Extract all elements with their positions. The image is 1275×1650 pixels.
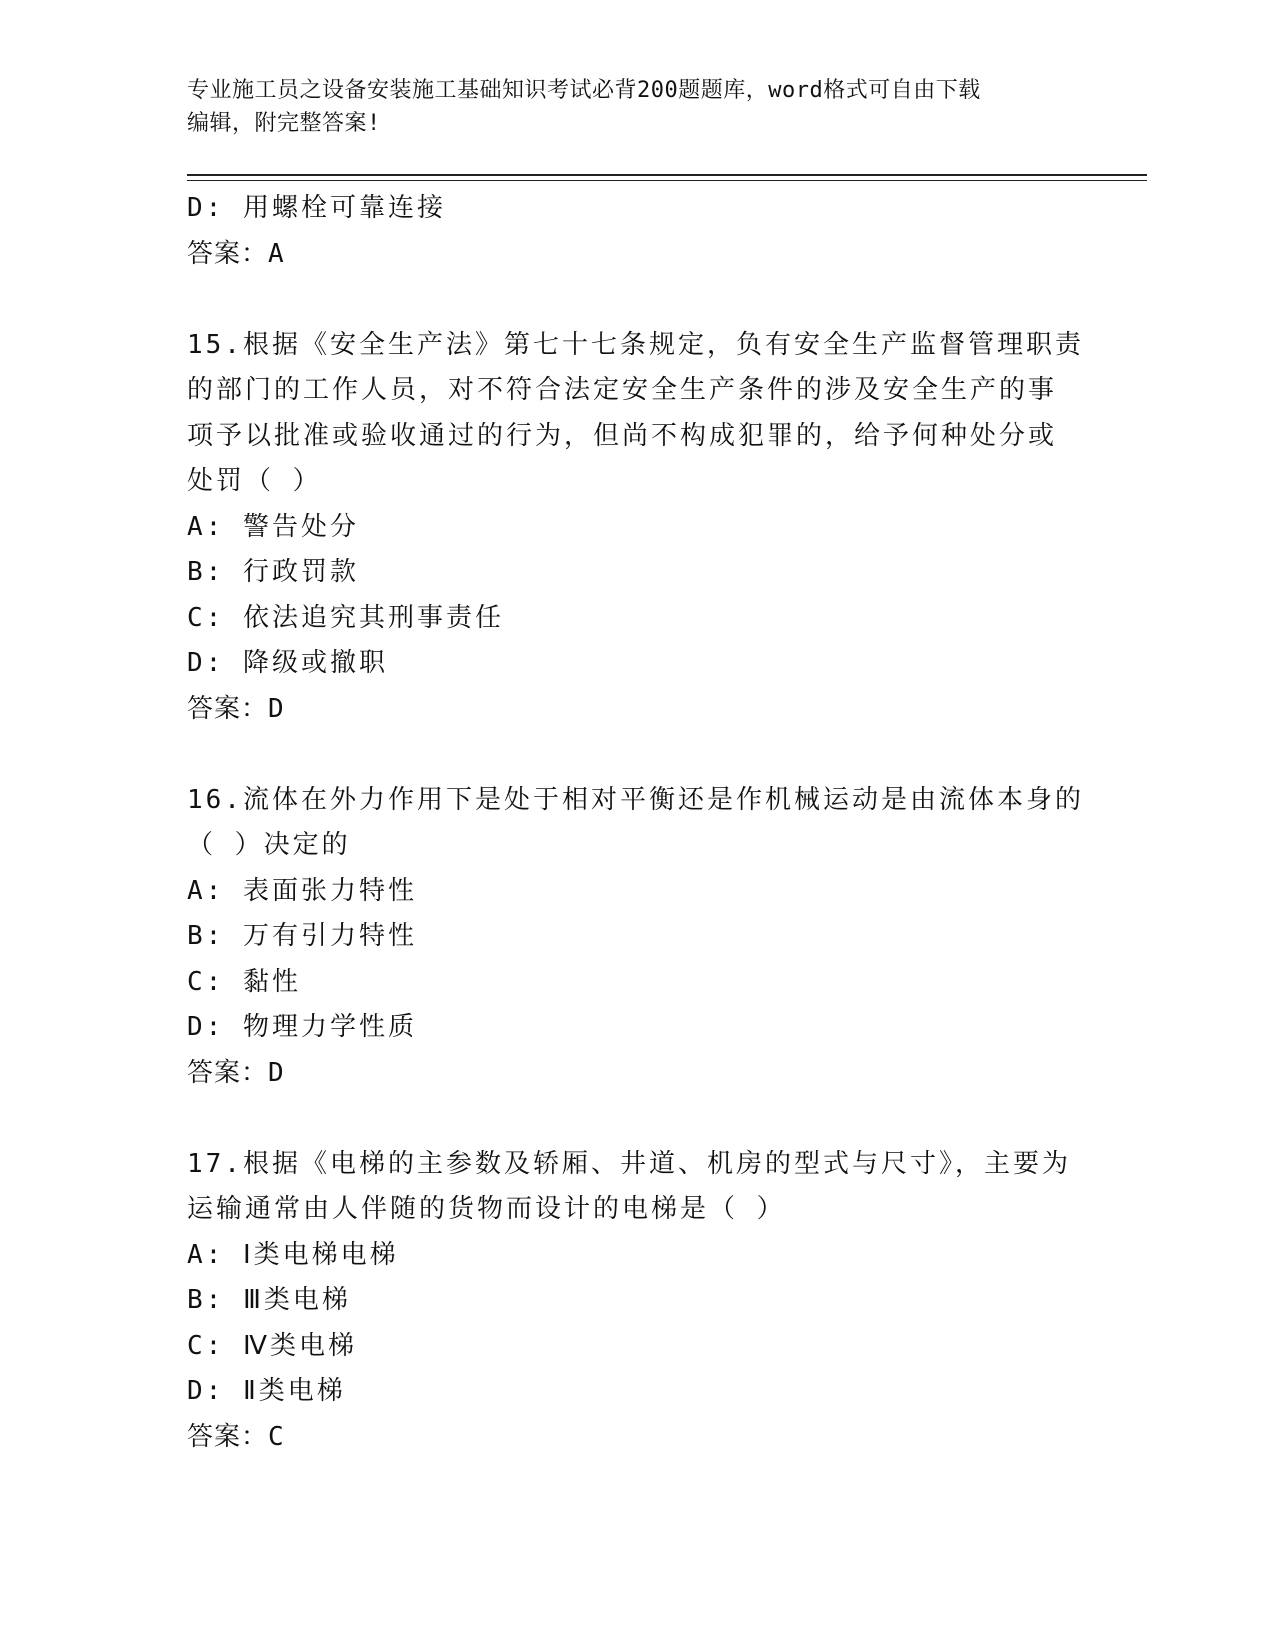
- spacer: [187, 1096, 1087, 1142]
- option-c: C: Ⅳ类电梯: [187, 1330, 357, 1361]
- answer-label: 答案：: [187, 693, 269, 724]
- option-d: D: 降级或撤职: [187, 648, 388, 678]
- answer-label: 答案：: [187, 1421, 269, 1452]
- question-text-line: （ ）决定的: [187, 830, 351, 860]
- answer: [187, 1415, 1087, 1461]
- answer-label: 答案：: [187, 238, 269, 269]
- answer-value: A: [268, 238, 285, 269]
- question-text-line: 17.根据《电梯的主参数及轿厢、井道、机房的型式与尺寸》，主要为: [187, 1148, 1071, 1179]
- question-text-line: 处罚（ ）: [187, 466, 322, 496]
- answer-value: C: [268, 1421, 285, 1452]
- option-c: C: 黏性: [187, 966, 301, 997]
- answer-label: 答案：: [187, 1057, 269, 1088]
- question-text-line: 的部门的工作人员，对不符合法定安全生产条件的涉及安全生产的事: [187, 375, 1058, 405]
- answer-value: D: [268, 1057, 285, 1088]
- question-17: [187, 1142, 1087, 1461]
- question-text-line: 运输通常由人伴随的货物而设计的电梯是（ ）: [187, 1194, 786, 1224]
- option-b: B: Ⅲ类电梯: [187, 1285, 351, 1315]
- answer: [187, 1051, 1087, 1097]
- carryover-answer: [187, 232, 1087, 278]
- document-header: [187, 74, 1087, 140]
- option-d: D: 物理力学性质: [187, 1012, 417, 1042]
- option-c: C: 依法追究其刑事责任: [187, 602, 504, 633]
- header-line-2: 编辑，附完整答案!: [187, 111, 381, 136]
- question-text-line: 项予以批准或验收通过的行为，但尚不构成犯罪的，给予何种处分或: [187, 420, 1058, 451]
- header-divider-thick: [187, 174, 1147, 176]
- header-divider-thin: [187, 180, 1147, 181]
- answer: [187, 687, 1087, 733]
- spacer: [187, 732, 1087, 778]
- question-content: [187, 186, 1087, 1460]
- question-text-line: 15.根据《安全生产法》第七十七条规定，负有安全生产监督管理职责: [187, 329, 1084, 360]
- option-a: A: 警告处分: [187, 511, 359, 542]
- option-b: B: 行政罚款: [187, 557, 359, 587]
- answer-value: D: [268, 693, 285, 724]
- question-16: [187, 778, 1087, 1097]
- question-text-line: 16.流体在外力作用下是处于相对平衡还是作机械运动是由流体本身的: [187, 784, 1084, 815]
- carryover-option-d: D: 用螺栓可靠连接: [187, 193, 446, 223]
- option-a: A: Ⅰ类电梯电梯: [187, 1239, 399, 1270]
- option-d: D: Ⅱ类电梯: [187, 1376, 346, 1406]
- option-b: B: 万有引力特性: [187, 921, 417, 951]
- header-line-1: 专业施工员之设备安装施工基础知识考试必背200题题库，word格式可自由下载: [187, 78, 981, 103]
- option-a: A: 表面张力特性: [187, 875, 417, 906]
- spacer: [187, 277, 1087, 323]
- question-15: [187, 323, 1087, 733]
